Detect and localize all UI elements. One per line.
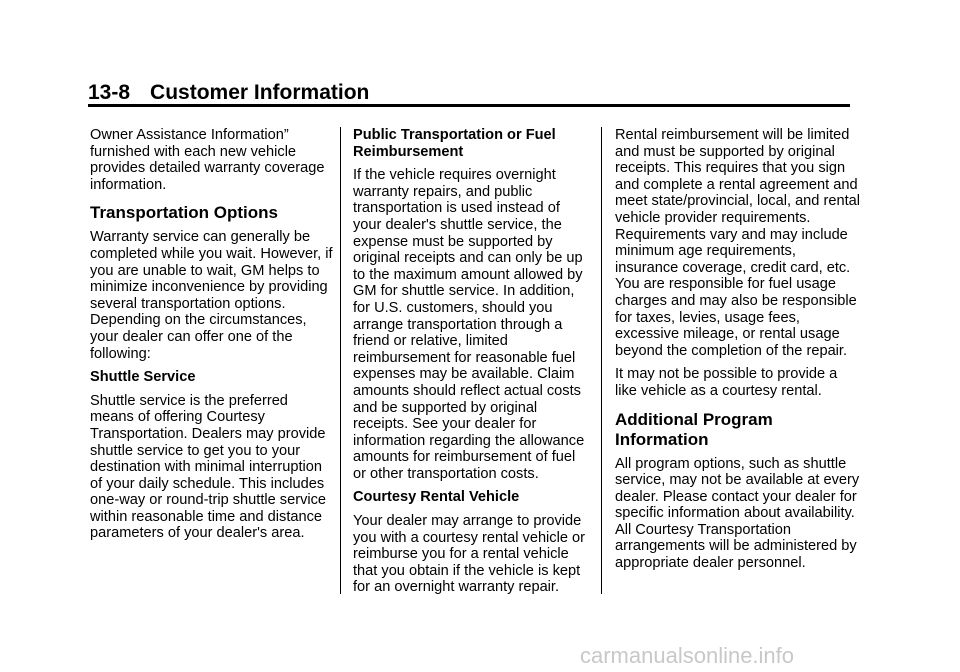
courtesy-rental-paragraph: Your dealer may arrange to provide you with a courtesy rental vehicle or reimburse you for a rental vehicle that you obtain if the vehicle is kept for an overnight warranty repair. [353,513,585,596]
intro-paragraph: Owner Assistance Information” furnished with each new vehicle provides detailed warranty coverage information. [90,127,325,193]
page-title [88,80,369,106]
column-3 [615,127,860,579]
column-1 [90,127,335,549]
public-transportation-paragraph: If the vehicle requires overnight warranty repairs, and public transportation is used instead of your dealer's shuttle service, the expense must be supported by original receipts and can only be up to the maximum amount allowed by GM for shuttle service. In addition, for U.S. customers, should you arrange transportation through a friend or relative, limited reimbursement for reasonable fuel expenses may be available. Claim amounts should reflect actual costs and be supported by original receipts. See your dealer for information regarding the allowance amounts for reimbursement of fuel or other transportation costs. [353,167,585,482]
column-2 [353,127,591,603]
additional-program-paragraph: All program options, such as shuttle service, may not be available at every dealer. Please contact your dealer for specific information about availability. All Courtesy Transportation arrangements will be administered by appropriate dealer personnel. [615,455,860,572]
transportation-options-paragraph: Warranty service can generally be completed while you wait. However, if you are unable to wait, GM helps to minimize inconvenience by providing several transportation options. Depending on the circumstances, your dealer can offer one of the following: [90,229,333,362]
section-title: Customer Information [150,81,370,104]
watermark: carmanualsonline.info [580,643,795,668]
additional-program-heading: Additional Program Information [615,409,773,449]
shuttle-service-paragraph: Shuttle service is the preferred means of offering Courtesy Transportation. Dealers may provide shuttle service to get you to your destination with minimal interruption of your daily schedule. This includes one-way or round-trip shuttle service within reasonable time and distance parameters of your dealer's area. [90,392,327,542]
page-number: 13-8 [88,81,131,104]
like-vehicle-paragraph: It may not be possible to provide a like vehicle as a courtesy rental. [615,366,838,399]
header-rule [88,104,850,107]
page-header [88,80,850,106]
column-divider-2 [601,127,602,594]
courtesy-rental-subheading: Courtesy Rental Vehicle [353,489,520,506]
shuttle-service-subheading: Shuttle Service [90,369,196,386]
public-transportation-subheading: Public Transportation or Fuel Reimbursement [353,127,556,160]
rental-reimbursement-paragraph: Rental reimbursement will be limited and must be supported by original receipts. This requires that you sign and complete a rental agreement and meet state/provincial, local, and rental vehicle provider requirements. Requirements vary and may include minimum age requirements, insurance coverage, credit card, etc. You are responsible for fuel usage charges and may also be responsible for taxes, levies, usage fees, excessive mileage, or rental usage beyond the completion of the repair. [615,127,860,359]
transportation-options-heading: Transportation Options [90,203,278,223]
column-divider-1 [340,127,341,594]
